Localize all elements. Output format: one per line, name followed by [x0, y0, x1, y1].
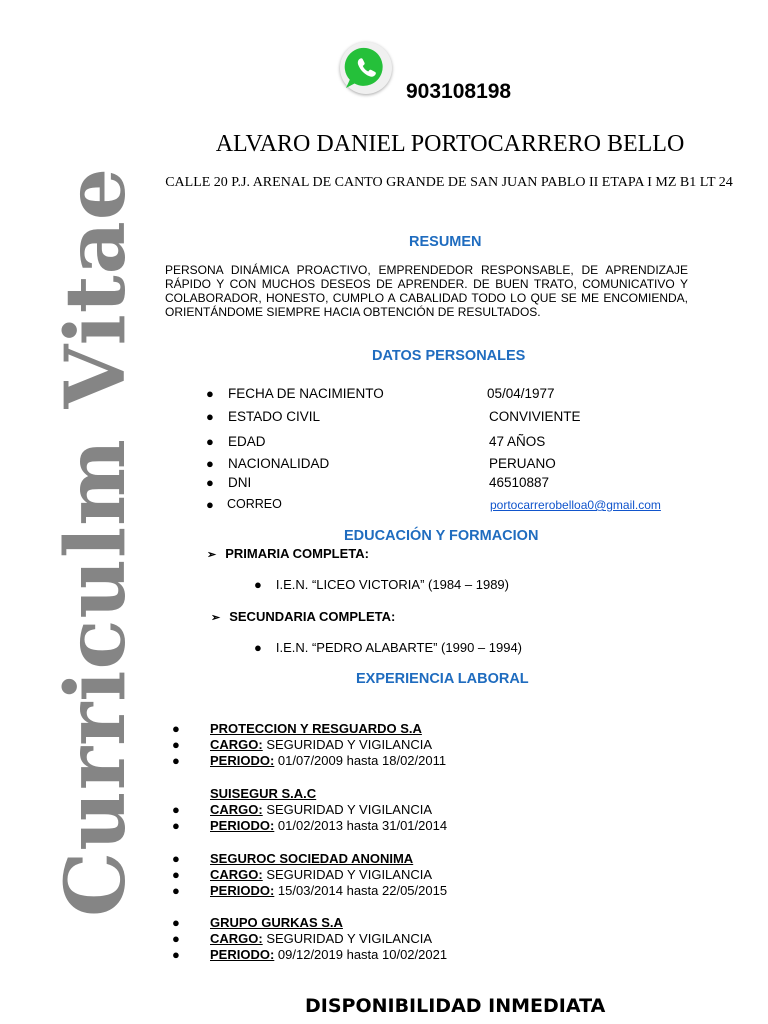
education-detail [254, 640, 522, 655]
bullet-icon: ● [172, 818, 180, 833]
nationality-value: PERUANO [489, 456, 556, 471]
education-detail-text: I.E.N. “LICEO VICTORIA” (1984 – 1989) [275, 577, 509, 592]
education-heading [211, 609, 395, 624]
email-link[interactable]: portocarrerobelloa0@gmail.com [490, 498, 661, 512]
job-periodo: 09/12/2019 hasta 10/02/2021 [274, 947, 448, 962]
education-detail [254, 577, 509, 592]
bullet-icon: ● [172, 802, 180, 817]
dni-value: 46510887 [489, 475, 550, 490]
phone-number: 903108198 [406, 80, 512, 103]
education-detail-text: I.E.N. “PEDRO ALABARTE” (1990 – 1994) [275, 640, 523, 655]
bullet-icon: ● [172, 851, 180, 866]
sidebar-title: Curriculm Vitae [48, 167, 144, 917]
bullet-icon: ● [172, 915, 180, 930]
experience-title: EXPERIENCIA LABORAL [356, 671, 529, 687]
arrow-bullet-icon: ➢ [211, 612, 221, 624]
education-heading-label: PRIMARIA COMPLETA: [225, 546, 369, 561]
job-company: PROTECCION Y RESGUARDO S.A [210, 721, 422, 736]
periodo-label: PERIODO: [210, 883, 275, 898]
personal-label: DNI [228, 475, 252, 490]
whatsapp-icon [340, 42, 392, 94]
summary-title: RESUMEN [409, 234, 482, 250]
bullet-icon: ● [206, 434, 214, 449]
personal-label: EDAD [228, 434, 266, 449]
availability-note: DISPONIBILIDAD INMEDIATA [305, 995, 606, 1017]
civil-status-value: CONVIVIENTE [489, 409, 581, 424]
job-periodo: 15/03/2014 hasta 22/05/2015 [274, 883, 448, 898]
arrow-bullet-icon: ➢ [207, 549, 217, 561]
bullet-icon: ● [172, 753, 180, 768]
summary-text: PERSONA DINÁMICA PROACTIVO, EMPRENDEDOR RESPONSABLE, DE APRENDIZAJE RÁPIDO Y CON MUCHOS DESEOS DE APRENDER. DE BUEN TRATO, COMUNICATIVO Y COLABORADOR, HONESTO, CUMPLO A CABALIDAD TODO LO QUE SE ME ENCOMIENDA, ORIENTÁNDOME SIEMPRE HACIA OBTENCIÓN DE RESULTADOS. [165, 263, 688, 319]
age-value: 47 AÑOS [489, 434, 546, 449]
cargo-label: CARGO: [210, 867, 263, 882]
periodo-label: PERIODO: [210, 818, 275, 833]
job-company: SEGUROC SOCIEDAD ANONIMA [210, 851, 414, 866]
bullet-icon: ● [206, 475, 214, 490]
personal-label: FECHA DE NACIMIENTO [228, 386, 384, 401]
bullet-icon: ● [254, 577, 262, 592]
job-company: GRUPO GURKAS S.A [210, 915, 343, 930]
bullet-icon: ● [254, 640, 262, 655]
bullet-icon: ● [172, 737, 180, 752]
periodo-label: PERIODO: [210, 753, 275, 768]
cargo-label: CARGO: [210, 802, 263, 817]
bullet-icon: ● [172, 947, 180, 962]
personal-label: NACIONALIDAD [228, 456, 330, 471]
job-periodo: 01/07/2009 hasta 18/02/2011 [274, 753, 447, 768]
bullet-icon: ● [206, 456, 214, 471]
job-company: SUISEGUR S.A.C [210, 786, 317, 801]
birthdate-value: 05/04/1977 [487, 386, 555, 401]
job-cargo: SEGURIDAD Y VIGILANCIA [262, 737, 433, 752]
bullet-icon: ● [172, 867, 180, 882]
job-cargo: SEGURIDAD Y VIGILANCIA [262, 802, 433, 817]
job-cargo: SEGURIDAD Y VIGILANCIA [262, 931, 433, 946]
candidate-name: ALVARO DANIEL PORTOCARRERO BELLO [215, 131, 685, 157]
job-periodo: 01/02/2013 hasta 31/01/2014 [274, 818, 448, 833]
personal-data-title: DATOS PERSONALES [372, 348, 526, 364]
bullet-icon: ● [172, 721, 180, 736]
cargo-label: CARGO: [210, 931, 263, 946]
education-heading [207, 546, 369, 561]
cargo-label: CARGO: [210, 737, 263, 752]
bullet-icon: ● [206, 497, 214, 512]
education-title: EDUCACIÓN Y FORMACION [344, 528, 539, 544]
candidate-address: CALLE 20 P.J. ARENAL DE CANTO GRANDE DE SAN JUAN PABLO II ETAPA I MZ B1 LT 24 [165, 175, 733, 190]
bullet-icon: ● [172, 931, 180, 946]
bullet-icon: ● [206, 409, 214, 424]
job-cargo: SEGURIDAD Y VIGILANCIA [262, 867, 433, 882]
bullet-icon: ● [206, 386, 214, 401]
personal-label: CORREO [227, 497, 282, 511]
bullet-icon: ● [172, 883, 180, 898]
education-heading-label: SECUNDARIA COMPLETA: [229, 609, 396, 624]
personal-label: ESTADO CIVIL [228, 409, 321, 424]
periodo-label: PERIODO: [210, 947, 275, 962]
